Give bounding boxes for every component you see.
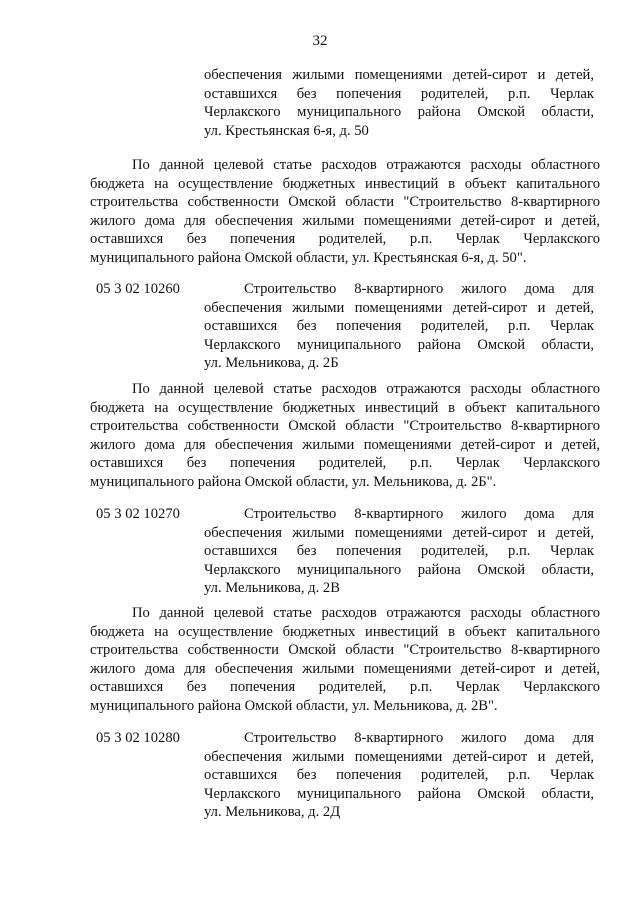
- paragraph: [90, 604, 600, 716]
- paragraph-line: строительства собственности Омской области "Строительство 8-квартирного: [90, 418, 600, 435]
- description-line: Черлакского муниципального района Омской области,: [204, 336, 594, 353]
- code-description: [204, 729, 594, 822]
- description-line: Строительство 8-квартирного жилого дома для: [244, 281, 594, 297]
- description-line: ул. Мельникова, д. 2В: [204, 580, 340, 597]
- paragraph: [90, 380, 600, 492]
- description-line: оставшихся без попечения родителей, р.п. Черлак: [204, 543, 594, 560]
- description-line: оставшихся без попечения родителей, р.п. Черлак: [204, 767, 594, 784]
- description-line: оставшихся без попечения родителей, р.п. Черлак: [204, 318, 594, 335]
- budget-code: 05 3 02 10260: [96, 281, 180, 297]
- paragraph-line: бюджета на осуществление бюджетных инвестиций в объект капитального: [90, 623, 600, 640]
- paragraph-line: жилого дома для обеспечения жилыми помещениями детей-сирот и детей,: [90, 660, 600, 677]
- description-line: Строительство 8-квартирного жилого дома для: [244, 730, 594, 746]
- paragraph: [90, 156, 600, 268]
- description-line: ул. Мельникова, д. 2Б: [204, 355, 339, 372]
- description-line: обеспечения жилыми помещениями детей-сирот и детей,: [204, 524, 594, 541]
- paragraph-line: оставшихся без попечения родителей, р.п. Черлак Черлакского: [90, 455, 600, 472]
- paragraph-line: оставшихся без попечения родителей, р.п. Черлак Черлакского: [90, 679, 600, 696]
- paragraph-line: оставшихся без попечения родителей, р.п. Черлак Черлакского: [90, 231, 600, 248]
- code-description: [204, 505, 594, 598]
- paragraph-line: По данной целевой статье расходов отражаются расходы областного: [132, 381, 600, 397]
- continuation-description: [204, 66, 594, 140]
- paragraph-line: муниципального района Омской области, ул. Мельникова, д. 2В".: [90, 697, 498, 714]
- paragraph-line: По данной целевой статье расходов отражаются расходы областного: [132, 157, 600, 173]
- paragraph-line: муниципального района Омской области, ул. Мельникова, д. 2Б".: [90, 473, 497, 490]
- paragraph-line: строительства собственности Омской области "Строительство 8-квартирного: [90, 194, 600, 211]
- paragraph-line: строительства собственности Омской области "Строительство 8-квартирного: [90, 642, 600, 659]
- budget-code: 05 3 02 10270: [96, 506, 180, 522]
- paragraph-line: жилого дома для обеспечения жилыми помещениями детей-сирот и детей,: [90, 436, 600, 453]
- description-line: Строительство 8-квартирного жилого дома для: [244, 506, 594, 522]
- paragraph-line: бюджета на осуществление бюджетных инвестиций в объект капитального: [90, 175, 600, 192]
- description-line: ул. Крестьянская 6-я, д. 50: [204, 122, 369, 139]
- description-line: ул. Мельникова, д. 2Д: [204, 804, 341, 821]
- description-line: Черлакского муниципального района Омской области,: [204, 785, 594, 802]
- paragraph-line: муниципального района Омской области, ул. Крестьянская 6-я, д. 50".: [90, 249, 527, 266]
- page-number: 32: [312, 33, 328, 49]
- description-line: Черлакского муниципального района Омской области,: [204, 104, 594, 121]
- description-line: обеспечения жилыми помещениями детей-сирот и детей,: [204, 299, 594, 316]
- paragraph-line: жилого дома для обеспечения жилыми помещениями детей-сирот и детей,: [90, 212, 600, 229]
- description-line: Черлакского муниципального района Омской области,: [204, 561, 594, 578]
- description-line: оставшихся без попечения родителей, р.п. Черлак: [204, 85, 594, 102]
- code-description: [204, 280, 594, 373]
- paragraph-line: бюджета на осуществление бюджетных инвестиций в объект капитального: [90, 399, 600, 416]
- description-line: обеспечения жилыми помещениями детей-сирот и детей,: [204, 748, 594, 765]
- paragraph-line: По данной целевой статье расходов отражаются расходы областного: [132, 605, 600, 621]
- budget-code: 05 3 02 10280: [96, 730, 180, 746]
- description-line: обеспечения жилыми помещениями детей-сирот и детей,: [204, 67, 594, 83]
